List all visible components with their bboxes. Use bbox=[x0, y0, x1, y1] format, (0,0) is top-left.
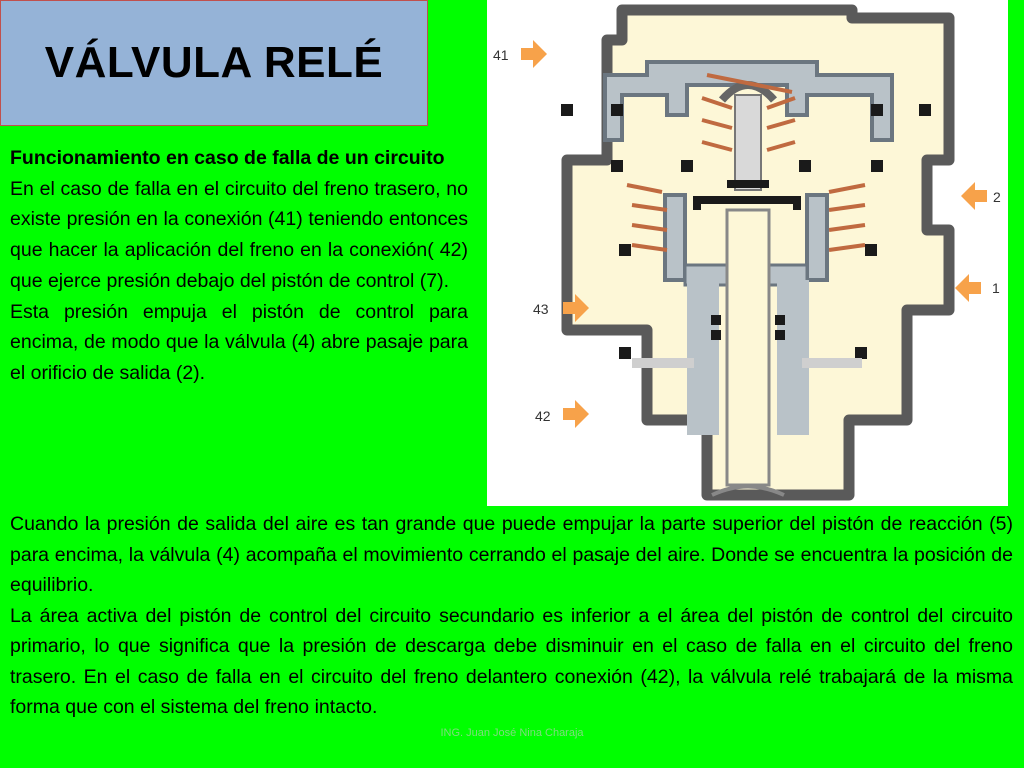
mid-chamber-right bbox=[807, 195, 827, 280]
port-label-2: 2 bbox=[993, 189, 1001, 205]
bottom-text-block bbox=[10, 509, 1013, 723]
relay-valve-diagram bbox=[487, 0, 1008, 506]
paragraph-1: En el caso de falla en el circuito del freno trasero, no existe presión en la conexión (41) teniendo entonces que hacer la aplicación del freno en la conexión( 42) que ejerce presión debajo del pistón de control (7). bbox=[10, 177, 468, 292]
paragraph-4: La área activa del pistón de control del circuito secundario es inferior a el área del pistón de control del circuito primario, lo que significa que la presión de descarga debe disminuir en el caso de falla en el circuito del freno trasero. En el caso de falla en el circuito del freno delantero conexión (42), la válvula relé trabajará de la misma forma que con el sistema del freno intacto. bbox=[10, 604, 1013, 718]
center-stem bbox=[727, 210, 769, 485]
port-label-42: 42 bbox=[535, 408, 551, 424]
port-label-43: 43 bbox=[533, 301, 549, 317]
port-label-1: 1 bbox=[992, 280, 1000, 296]
arrow-1 bbox=[955, 274, 981, 302]
paragraph-2: Esta presión empuja el pistón de control para encima, de modo que la válvula (4) abre pasaje para el orificio de salida (2). bbox=[10, 300, 468, 384]
arrow-42 bbox=[563, 400, 589, 428]
spring-guide bbox=[735, 95, 761, 190]
valve-cross-section bbox=[487, 0, 1008, 506]
page-title: VÁLVULA RELÉ bbox=[44, 38, 384, 87]
footer-author: ING. Juan José Nina Charaja bbox=[440, 727, 584, 739]
left-text-block bbox=[10, 143, 468, 389]
title-box bbox=[0, 0, 428, 126]
mid-chamber-left bbox=[665, 195, 685, 280]
piston-rod-left bbox=[687, 280, 719, 435]
subheading: Funcionamiento en caso de falla de un circuito bbox=[10, 147, 445, 169]
arrow-2 bbox=[961, 182, 987, 210]
arrow-41 bbox=[521, 40, 547, 68]
paragraph-3: Cuando la presión de salida del aire es tan grande que puede empujar la parte superior del pistón de reacción (5) para encima, la válvula (4) acompaña el movimiento cerrando el pasaje del aire. Donde se encuentra la posición de equilibrio. bbox=[10, 513, 1013, 596]
lower-passage-right bbox=[802, 358, 862, 368]
valve-disc bbox=[727, 180, 769, 188]
piston-rod-right bbox=[777, 280, 809, 435]
port-label-41: 41 bbox=[493, 47, 509, 63]
lower-passage-left bbox=[632, 358, 694, 368]
